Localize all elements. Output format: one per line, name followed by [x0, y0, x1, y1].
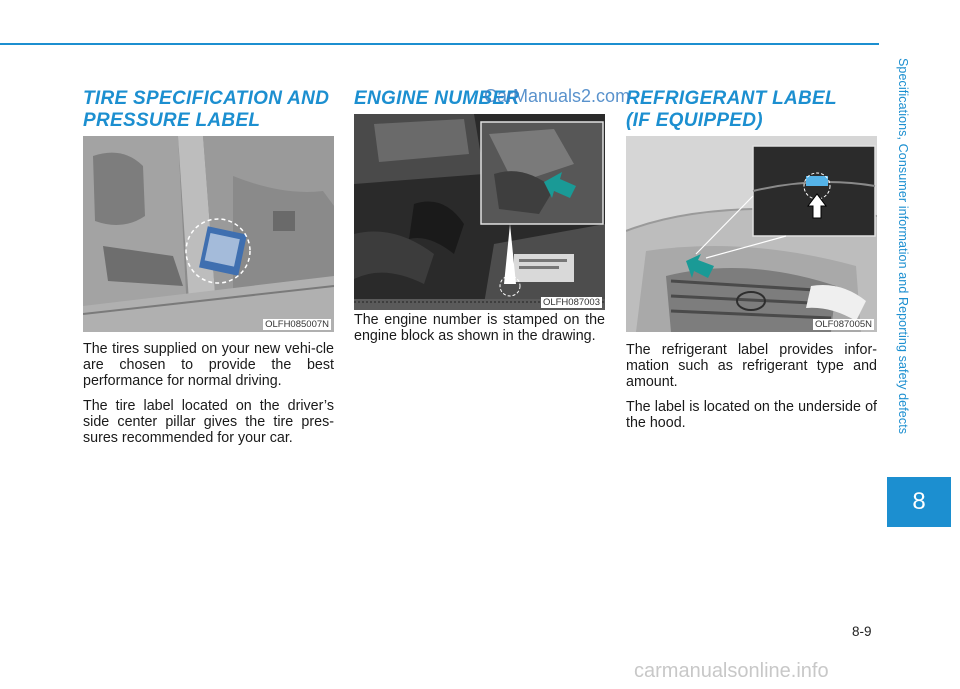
section-body: The refrigerant label provides infor-mation such as refrigerant type and amount. The label is located on the underside of the hood. — [626, 342, 877, 431]
tire-label-section — [83, 88, 334, 455]
figure-code: OLFH085007N — [265, 319, 329, 330]
watermark-bottom: carmanualsonline.info — [634, 660, 829, 682]
chapter-side-title: Specifications, Consumer information and Reporting safety defects — [896, 58, 910, 435]
chapter-number: 8 — [912, 488, 926, 515]
refrigerant-label-figure — [626, 136, 877, 332]
hood-illustration — [626, 136, 877, 332]
section-body: The engine number is stamped on the engine block as shown in the drawing. — [354, 312, 605, 344]
chapter-number-tab[interactable] — [887, 477, 951, 527]
section-body: The tires supplied on your new vehi-cle are chosen to provide the best performance for normal driving. The tire label located on the driver’s side center pillar gives the tire pres-sures recommended for your car. — [83, 341, 334, 446]
door-pillar-illustration — [83, 136, 334, 332]
engine-number-section — [354, 88, 605, 353]
engine-bay-illustration — [354, 114, 605, 310]
figure-code: OLF087005N — [814, 319, 872, 330]
section-title: REFRIGERANT LABEL (IF EQUIPPED) — [626, 88, 837, 131]
page-number: 8-9 — [852, 624, 872, 639]
section-title: TIRE SPECIFICATION AND PRESSURE LABEL — [83, 88, 330, 131]
engine-number-figure — [354, 114, 605, 310]
figure-code: OLFH087003 — [542, 297, 600, 308]
section-title: ENGINE NUMBER — [354, 88, 520, 109]
tire-label-figure — [83, 136, 334, 332]
refrigerant-label-section — [626, 88, 877, 440]
header-rule — [0, 43, 879, 45]
watermark-top: CarManuals2.com — [484, 86, 631, 106]
